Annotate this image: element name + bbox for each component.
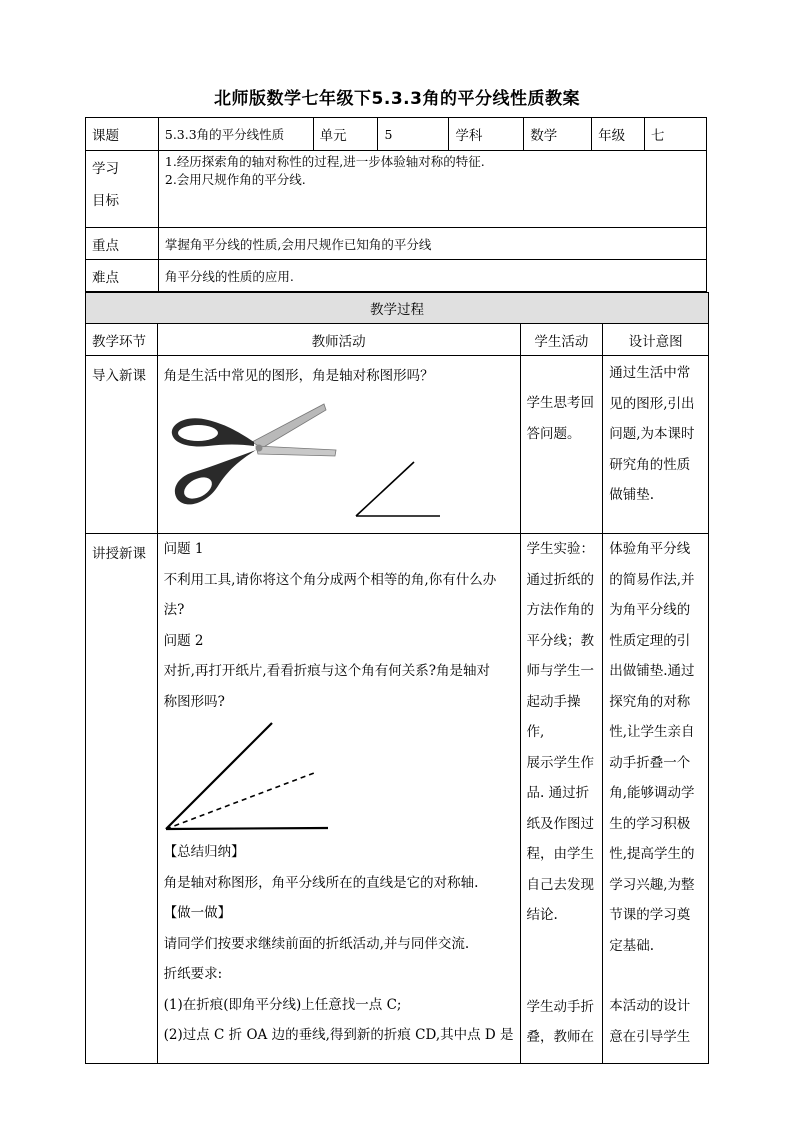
teacher-activity-cell: 问题 1 不利用工具,请你将这个角分成两个相等的角,你有什么办 法? 问题 2 对折,再打开纸片,看看折痕与这个角有何关系?角是轴对 称图形吗? 【总结归纳】 角是轴对称图形，角平分线所在的直线是它的对称轴. 【做一做】 请同学们按要求继续前面的折纸活动,并与同伴交流. 折纸要求: (1)在折痕(即角平分线)上任意找一点 C; (2)过点 C 折 OA 边的垂线,得到新的折痕 CD,其中点 D 是 [157, 534, 520, 1064]
goals-label: 学习 目标 [86, 151, 159, 228]
stage-cell: 讲授新课 [86, 534, 158, 1064]
goals-list [158, 151, 706, 228]
column-header: 学生活动 [520, 324, 603, 356]
difficult-value: 角平分线的性质的应用. [158, 260, 706, 292]
process-table [85, 292, 709, 1064]
grade-value: 七 [645, 118, 707, 151]
teacher-question: 角是生活中常见的图形，角是轴对称图形吗？ [163, 368, 434, 384]
goal-item: 1.经历探索角的轴对称性的过程,进一步体验轴对称的特征. [164, 154, 485, 169]
goal-item: 2.会用尺规作角的平分线. [164, 172, 306, 187]
column-header: 教学环节 [86, 324, 158, 356]
angle-figure [356, 462, 440, 516]
subject-value: 数学 [524, 118, 592, 151]
key-label: 重点 [86, 228, 159, 260]
angle-bisector-figure [164, 717, 344, 837]
grade-label: 年级 [592, 118, 645, 151]
process-header: 教学过程 [86, 293, 709, 324]
scissors-icon [171, 404, 335, 504]
design-intent-cell: 体验角平分线 的简易作法,并 为角平分线的 性质定理的引 出做铺垫.通过 探究角的对称 性,让学生亲自 动手折叠一个 角,能够调动学 生的学习积极 性,提高学生的 学习兴趣,为整 节课的学习奠 定基础. 本活动的设计 意在引导学生 [603, 534, 709, 1064]
student-activity-cell: 学生实验： 通过折纸的 方法作角的 平分线；教 师与学生一 起动手操作, 展示学生作 品. 通过折 纸及作图过 程，由学生 自己去发现 结论. 学生动手折 叠，教师在 [520, 534, 603, 1064]
column-header: 设计意图 [603, 324, 709, 356]
page-title: 北师版数学七年级下5.3.3角的平分线性质教案 [214, 89, 580, 109]
student-activity-cell: 学生思考回 答问题。 [520, 356, 603, 534]
topic-value: 5.3.3角的平分线性质 [158, 118, 313, 151]
design-intent-cell: 通过生活中常 见的图形,引出 问题,为本课时 研究角的性质 做铺垫. [603, 356, 709, 534]
subject-label: 学科 [449, 118, 524, 151]
column-header: 教师活动 [157, 324, 520, 356]
key-value: 掌握角平分线的性质,会用尺规作已知角的平分线 [158, 228, 706, 260]
teacher-activity-cell [157, 356, 520, 534]
unit-label: 单元 [313, 118, 378, 151]
unit-value: 5 [378, 118, 449, 151]
difficult-label: 难点 [86, 260, 159, 292]
scissors-and-angle-figure [164, 384, 464, 524]
info-table [85, 117, 707, 292]
topic-label: 课题 [86, 118, 159, 151]
stage-cell: 导入新课 [86, 356, 158, 534]
